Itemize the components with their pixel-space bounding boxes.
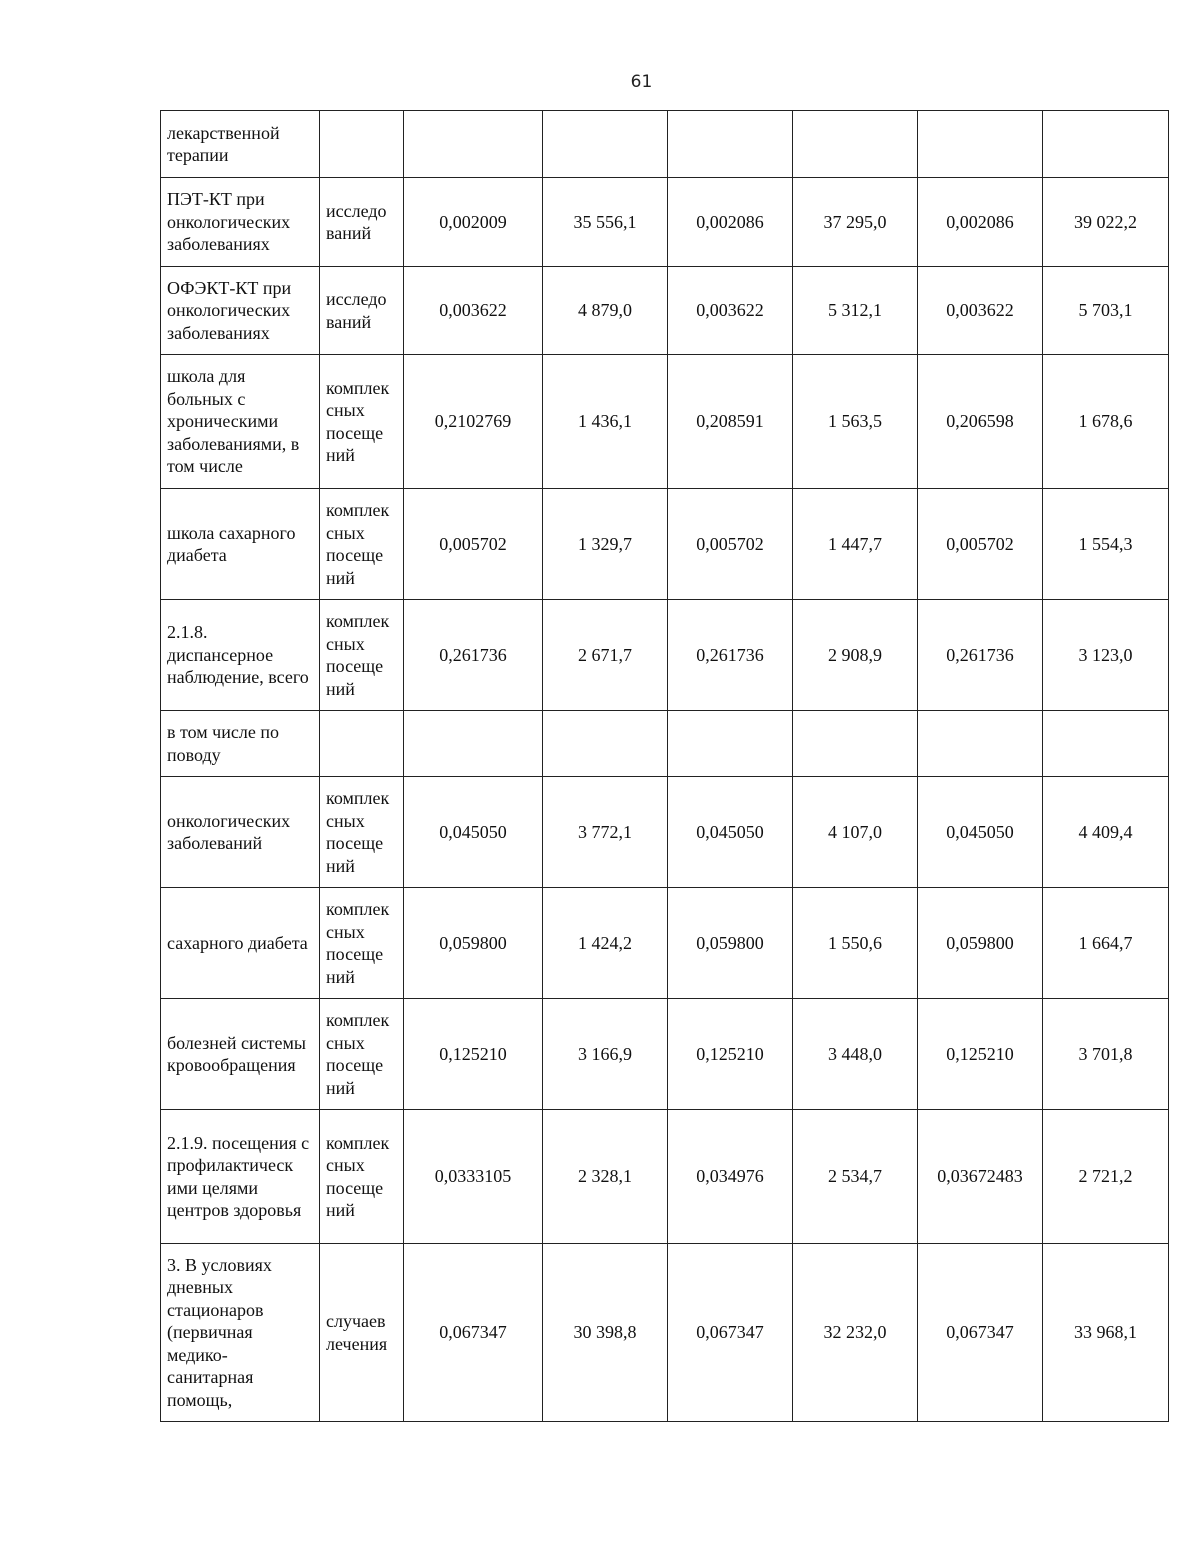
row-unit xyxy=(320,711,404,777)
table-row xyxy=(161,600,1169,711)
value-cell: 1 329,7 xyxy=(543,489,668,600)
value-cell: 0,005702 xyxy=(918,489,1043,600)
value-cell: 1 664,7 xyxy=(1043,888,1169,999)
value-cell xyxy=(793,711,918,777)
value-cell: 0,261736 xyxy=(404,600,543,711)
value-cell: 2 671,7 xyxy=(543,600,668,711)
value-cell: 0,067347 xyxy=(668,1244,793,1422)
row-name: болезней системы кровообращения xyxy=(161,999,320,1110)
value-cell: 3 701,8 xyxy=(1043,999,1169,1110)
row-unit: комплек сных посеще ний xyxy=(320,600,404,711)
row-unit: комплек сных посеще ний xyxy=(320,489,404,600)
row-unit: случаев лечения xyxy=(320,1244,404,1422)
value-cell: 0,067347 xyxy=(404,1244,543,1422)
value-cell: 0,003622 xyxy=(668,267,793,355)
value-cell xyxy=(668,711,793,777)
value-cell: 0,2102769 xyxy=(404,355,543,489)
row-unit: комплек сных посеще ний xyxy=(320,888,404,999)
value-cell: 32 232,0 xyxy=(793,1244,918,1422)
row-name: школа для больных с хроническими заболеваниями, в том числе xyxy=(161,355,320,489)
value-cell xyxy=(404,111,543,178)
table-row xyxy=(161,267,1169,355)
value-cell: 2 328,1 xyxy=(543,1110,668,1244)
value-cell: 1 447,7 xyxy=(793,489,918,600)
row-unit: комплек сных посеще ний xyxy=(320,1110,404,1244)
value-cell: 1 424,2 xyxy=(543,888,668,999)
value-cell: 0,005702 xyxy=(668,489,793,600)
value-cell: 0,125210 xyxy=(918,999,1043,1110)
value-cell: 4 879,0 xyxy=(543,267,668,355)
value-cell: 2 721,2 xyxy=(1043,1110,1169,1244)
value-cell: 30 398,8 xyxy=(543,1244,668,1422)
value-cell: 0,206598 xyxy=(918,355,1043,489)
row-unit xyxy=(320,111,404,178)
table-row xyxy=(161,111,1169,178)
row-name: ОФЭКТ-КТ при онкологических заболеваниях xyxy=(161,267,320,355)
row-unit: комплек сных посеще ний xyxy=(320,355,404,489)
value-cell: 39 022,2 xyxy=(1043,178,1169,267)
value-cell xyxy=(543,711,668,777)
table-row xyxy=(161,1244,1169,1422)
value-cell: 3 772,1 xyxy=(543,777,668,888)
table-row xyxy=(161,489,1169,600)
row-name: в том числе по поводу xyxy=(161,711,320,777)
row-unit: комплек сных посеще ний xyxy=(320,777,404,888)
data-table xyxy=(160,110,1169,1422)
row-name: сахарного диабета xyxy=(161,888,320,999)
value-cell: 0,002086 xyxy=(668,178,793,267)
page-number: 61 xyxy=(630,72,653,92)
table-row xyxy=(161,888,1169,999)
value-cell: 1 563,5 xyxy=(793,355,918,489)
value-cell: 0,059800 xyxy=(404,888,543,999)
row-name: 2.1.9. посещения с профилактическ ими целями центров здоровья xyxy=(161,1110,320,1244)
value-cell xyxy=(668,111,793,178)
value-cell: 0,002086 xyxy=(918,178,1043,267)
row-name: школа сахарного диабета xyxy=(161,489,320,600)
value-cell: 0,003622 xyxy=(404,267,543,355)
value-cell: 0,059800 xyxy=(668,888,793,999)
value-cell xyxy=(1043,711,1169,777)
value-cell: 33 968,1 xyxy=(1043,1244,1169,1422)
value-cell: 4 409,4 xyxy=(1043,777,1169,888)
value-cell: 1 550,6 xyxy=(793,888,918,999)
value-cell: 0,261736 xyxy=(918,600,1043,711)
row-unit: исследо ваний xyxy=(320,178,404,267)
value-cell: 0,034976 xyxy=(668,1110,793,1244)
value-cell: 0,059800 xyxy=(918,888,1043,999)
value-cell xyxy=(918,111,1043,178)
value-cell xyxy=(543,111,668,178)
value-cell: 3 448,0 xyxy=(793,999,918,1110)
value-cell: 0,03672483 xyxy=(918,1110,1043,1244)
table-row xyxy=(161,1110,1169,1244)
value-cell: 0,045050 xyxy=(918,777,1043,888)
row-unit: исследо ваний xyxy=(320,267,404,355)
value-cell: 0,003622 xyxy=(918,267,1043,355)
value-cell: 4 107,0 xyxy=(793,777,918,888)
table-row xyxy=(161,178,1169,267)
row-name: ПЭТ-КТ при онкологических заболеваниях xyxy=(161,178,320,267)
row-name: 2.1.8. диспансерное наблюдение, всего xyxy=(161,600,320,711)
row-name: лекарственной терапии xyxy=(161,111,320,178)
value-cell: 0,125210 xyxy=(668,999,793,1110)
value-cell xyxy=(1043,111,1169,178)
row-unit: комплек сных посеще ний xyxy=(320,999,404,1110)
value-cell: 0,261736 xyxy=(668,600,793,711)
value-cell xyxy=(404,711,543,777)
value-cell xyxy=(793,111,918,178)
value-cell: 0,208591 xyxy=(668,355,793,489)
value-cell: 0,045050 xyxy=(404,777,543,888)
value-cell: 0,045050 xyxy=(668,777,793,888)
value-cell: 1 554,3 xyxy=(1043,489,1169,600)
value-cell: 2 908,9 xyxy=(793,600,918,711)
table-row xyxy=(161,777,1169,888)
value-cell: 0,125210 xyxy=(404,999,543,1110)
value-cell: 1 436,1 xyxy=(543,355,668,489)
value-cell: 0,005702 xyxy=(404,489,543,600)
value-cell: 2 534,7 xyxy=(793,1110,918,1244)
table-row xyxy=(161,711,1169,777)
value-cell: 5 703,1 xyxy=(1043,267,1169,355)
value-cell: 0,0333105 xyxy=(404,1110,543,1244)
value-cell: 1 678,6 xyxy=(1043,355,1169,489)
row-name: онкологических заболеваний xyxy=(161,777,320,888)
value-cell: 0,067347 xyxy=(918,1244,1043,1422)
value-cell: 35 556,1 xyxy=(543,178,668,267)
table-row xyxy=(161,999,1169,1110)
value-cell: 3 166,9 xyxy=(543,999,668,1110)
value-cell xyxy=(918,711,1043,777)
row-name: 3. В условиях дневных стационаров (первичная медико-санитарная помощь, xyxy=(161,1244,320,1422)
value-cell: 5 312,1 xyxy=(793,267,918,355)
table-row xyxy=(161,355,1169,489)
value-cell: 37 295,0 xyxy=(793,178,918,267)
value-cell: 0,002009 xyxy=(404,178,543,267)
value-cell: 3 123,0 xyxy=(1043,600,1169,711)
